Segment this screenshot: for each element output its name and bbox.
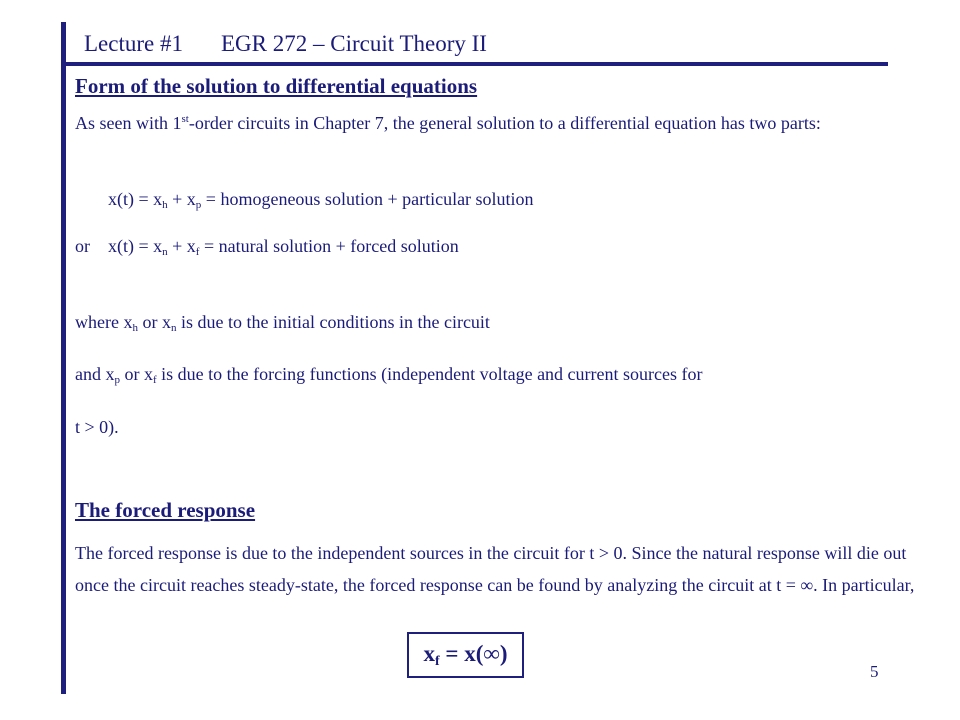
forced-response-paragraph: The forced response is due to the independent sources in the circuit for t > 0. Since the natural response will die out once the circuit reaches steady-state, the forced response can be found by analyzing the circuit at t = ∞. In particular, bbox=[75, 543, 915, 595]
or-label: or bbox=[75, 236, 90, 256]
lecture-label: Lecture #1 bbox=[84, 31, 183, 56]
course-title: EGR 272 – Circuit Theory II bbox=[220, 31, 487, 56]
equation-natural: $x(t) = x_n + x_f$ = natural solution + forced solution bbox=[108, 236, 459, 258]
forced-response-formula-box: $x_f = x(\infty)$ bbox=[407, 632, 524, 678]
equation-homogeneous: $x(t) = x_h + x_p$ = homogeneous solution + particular solution bbox=[108, 189, 534, 211]
slide-header bbox=[84, 31, 487, 57]
and-line: and $x_p$ or $x_f$ is due to the forcing functions (independent voltage and current sources for bbox=[75, 364, 703, 386]
where-line: where $x_h$ or $x_n$ is due to the initial conditions in the circuit bbox=[75, 312, 490, 334]
section-heading-forced-response: The forced response bbox=[75, 498, 256, 522]
section-heading-solution-form: Form of the solution to differential equations bbox=[75, 74, 478, 98]
header-rule bbox=[66, 62, 888, 66]
left-rule bbox=[61, 22, 66, 694]
and-line-continuation: t > 0). bbox=[75, 417, 119, 437]
page-number: 5 bbox=[870, 662, 879, 681]
intro-paragraph: As seen with 1st-order circuits in Chapter 7, the general solution to a differential equation has two parts: bbox=[75, 113, 821, 133]
